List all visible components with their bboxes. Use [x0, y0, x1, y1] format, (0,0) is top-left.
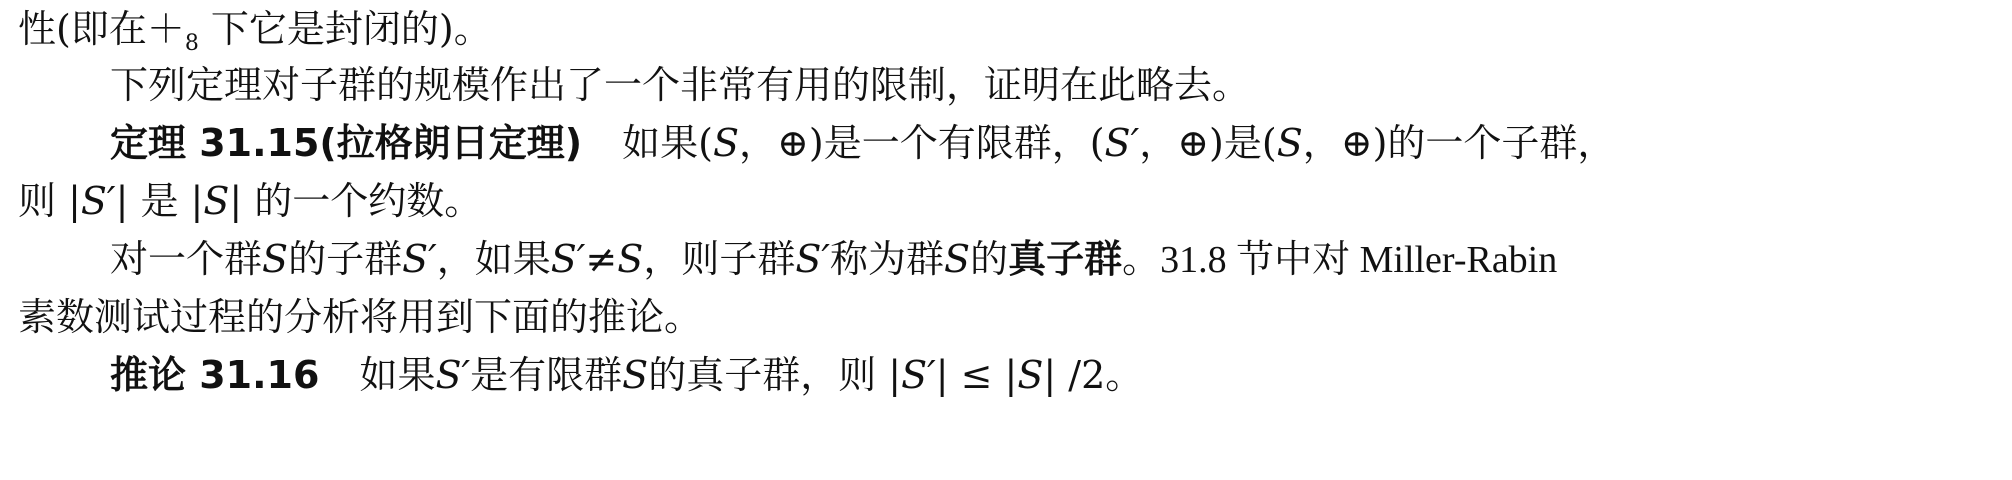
line-5-text-a: 对一个群	[110, 237, 263, 281]
corollary-var-s2: S	[622, 353, 649, 397]
line-1-text-b: 下它是封闭的)。	[210, 7, 492, 51]
corollary-var-s4: S	[1017, 353, 1044, 397]
text-line-1	[18, 4, 492, 54]
proper-subgroup-term: 真子群	[1008, 237, 1123, 281]
theorem-text-op3: ，⊕)的一个子群，	[1302, 121, 1616, 165]
line-5-var-s2: S′	[402, 237, 437, 281]
text-line-5	[110, 234, 1557, 284]
corollary-text-d: | ≤ |	[935, 353, 1018, 397]
corollary-31-16	[110, 350, 1143, 400]
line-5-text-d: ，则子群	[643, 237, 796, 281]
line-1-text-a: 性(即在＋	[18, 7, 185, 51]
theorem-var-s3: S	[1276, 121, 1303, 165]
theorem-31-15	[110, 118, 1615, 168]
corollary-text-e: | /2。	[1043, 353, 1144, 397]
line-4-text-a: 则 |	[18, 179, 81, 223]
theorem-text-op1: ，⊕)是一个有限群，(	[739, 121, 1105, 165]
line-2-text: 下列定理对子群的规模作出了一个非常有用的限制，证明在此略去。	[110, 63, 1251, 107]
line-5-text-e: 称为群	[830, 237, 945, 281]
theorem-var-s1: S	[713, 121, 740, 165]
line-5-var-s5: S	[944, 237, 971, 281]
line-5-var-s4: S′	[795, 237, 830, 281]
corollary-text-b: 是有限群	[470, 353, 623, 397]
corollary-var-s1: S′	[435, 353, 471, 397]
corollary-var-s3: S′	[901, 353, 936, 397]
corollary-label: 推论 31.16	[110, 353, 320, 397]
text-line-4	[18, 176, 482, 226]
line-5-var-s1: S	[262, 237, 289, 281]
line-5-var-s3: S′≠S	[550, 237, 644, 281]
line-5-text-c: ，如果	[436, 237, 551, 281]
theorem-label: 定理 31.15(拉格朗日定理)	[110, 121, 583, 165]
line-6-text: 素数测试过程的分析将用到下面的推论。	[18, 295, 703, 339]
line-4-text-c: | 的一个约数。	[229, 179, 483, 223]
line-5-text-b: 的子群	[288, 237, 403, 281]
text-line-2	[110, 60, 1250, 110]
corollary-text-c: 的真子群，则 |	[648, 353, 902, 397]
theorem-text-op2: ，⊕)是(	[1139, 121, 1277, 165]
line-1-subscript: 8	[184, 31, 199, 56]
corollary-text-a: 如果	[359, 353, 436, 397]
line-4-var-s1: S′	[80, 179, 116, 223]
line-4-text-b: | 是 |	[115, 179, 204, 223]
theorem-text-a: 如果(	[622, 121, 713, 165]
theorem-var-s2: S′	[1104, 121, 1140, 165]
line-5-text-f: 的	[970, 237, 1009, 281]
line-4-var-s2: S	[203, 179, 230, 223]
line-5-text-g: 。31.8 节中对 Miller-Rabin	[1122, 239, 1558, 281]
text-line-6	[18, 292, 702, 342]
